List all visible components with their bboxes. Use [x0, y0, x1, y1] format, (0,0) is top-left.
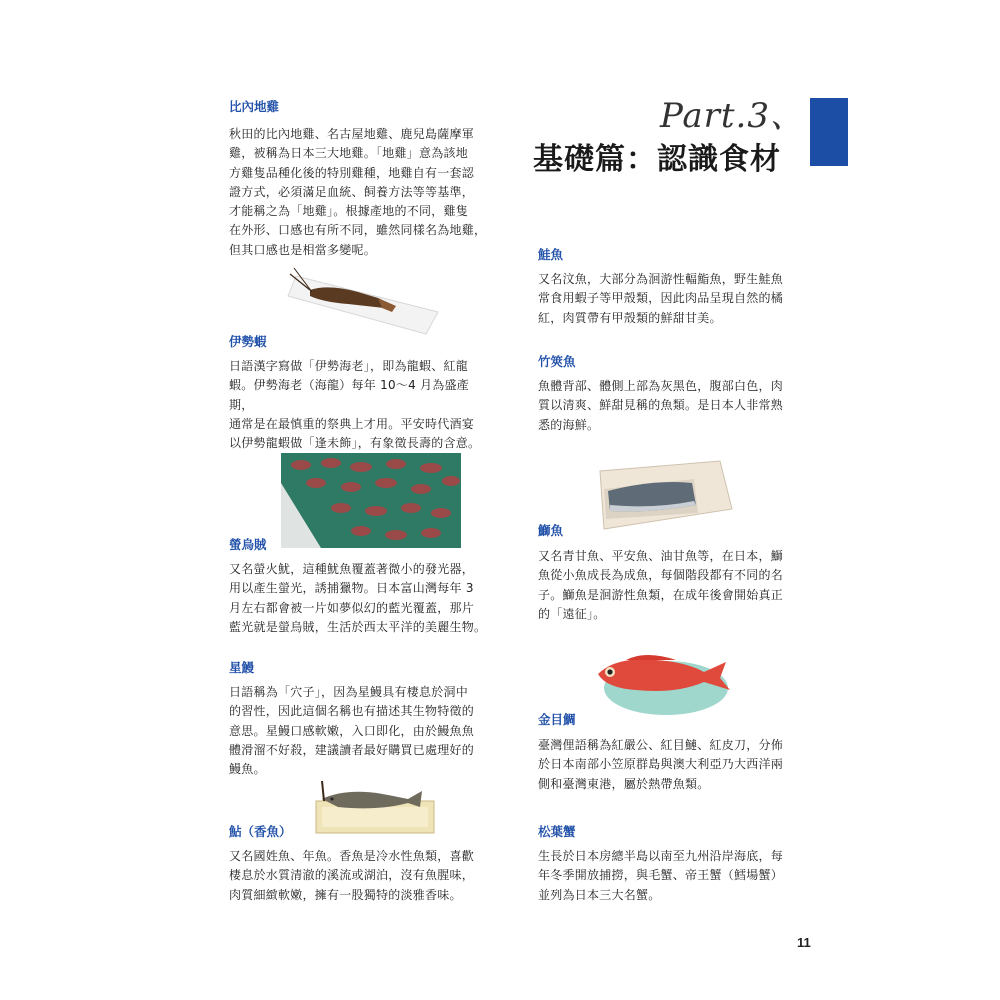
section-title-ayu: 鮎（香魚） [229, 824, 292, 839]
section-title-conger-eel: 星鰻 [229, 660, 255, 675]
alfonsino-photo [586, 644, 736, 716]
section-title-firefly-squid: 螢烏賊 [229, 537, 267, 552]
chapter-tab [810, 98, 848, 166]
section-text-hinai-chicken: 秋田的比內地雞、名古屋地雞、鹿兒島薩摩軍 雞，被稱為日本三大地雞。「地雞」意為該地 方雞隻品種化後的特別雞種，地雞自有一套認 證方式，必須滿足血統、飼養方法等等基準， 才能稱之為「地雞」。根據產地的不同，雞隻 在外形、口感也有所不同，雖然同樣名為地雞， 但其口感也是相當多變呢。 [229, 127, 487, 257]
section-text-snow-crab: 生長於日本房總半島以南至九州沿岸海底，每 年冬季開放捕撈，與毛蟹、帝王蟹（鱈場蟹） 並列為日本三大名蟹。 [538, 849, 784, 902]
section-title-hinai-chicken: 比內地雞 [229, 99, 280, 114]
section-title-alfonsino: 金目鯛 [538, 712, 576, 727]
firefly-squid-photo [281, 453, 461, 548]
part-label: Part.3、 [660, 96, 805, 136]
section-title-snow-crab: 松葉蟹 [538, 824, 576, 839]
section-title-ise-lobster: 伊勢蝦 [229, 334, 267, 349]
section-text-conger-eel: 日語稱為「穴子」，因為星鰻具有棲息於洞中 的習性，因此這個名稱也有描述其生物特徵的 意思。星鰻口感軟嫩，入口即化，由於鰻魚魚 體滑溜不好殺，建議讀者最好購買已處理好的 鰻魚。 [229, 685, 475, 777]
section-text-alfonsino: 臺灣俚語稱為紅嚴公、紅目鰱、紅皮刀，分佈 於日本南部小笠原群島與澳大利亞乃大西洋兩 側和臺灣東港，屬於熱帶魚類。 [538, 738, 784, 791]
yellowtail-photo [594, 461, 732, 529]
ayu-photo [308, 777, 438, 837]
section-title-yellowtail: 鰤魚 [538, 523, 564, 538]
section-text-ayu: 又名國姓魚、年魚。香魚是冷水性魚類，喜歡 棲息於水質清澈的溪流或湖泊，沒有魚腥味， 肉質細緻軟嫩，擁有一股獨特的淡雅香味。 [229, 849, 475, 902]
section-text-ise-lobster: 日語漢字寫做「伊勢海老」，即為龍蝦、紅龍 蝦。伊勢海老（海龍）每年 10～4 月為盛產期， 通常是在最慎重的祭典上才用。平安時代酒宴 以伊勢龍蝦做「逢未飾」，有象徵長壽的含意。 [229, 359, 481, 451]
section-title-horse-mackerel: 竹筴魚 [538, 354, 576, 369]
page-title: 基礎篇：認識食材 [533, 142, 781, 177]
page-number: 11 [797, 935, 811, 950]
section-title-salmon: 鮭魚 [538, 247, 564, 262]
section-text-salmon: 又名汶魚，大部分為洄游性輻鮨魚，野生鮭魚 常食用蝦子等甲殼類，因此肉品呈現自然的橘 紅，肉質帶有甲殼類的鮮甜甘美。 [538, 272, 784, 325]
section-text-yellowtail: 又名青甘魚、平安魚、油甘魚等，在日本，鰤 魚從小魚成長為成魚，每個階段都有不同的名 子。鰤魚是洄游性魚類，在成年後會開始真正 的「遠征」。 [538, 549, 784, 621]
section-text-horse-mackerel: 魚體背部、體側上部為灰黑色，腹部白色，肉 質以清爽、鮮甜見稱的魚類。是日本人非常熟 悉的海鮮。 [538, 379, 784, 432]
ise-lobster-photo [288, 268, 438, 336]
section-text-firefly-squid: 又名螢火魷，這種魷魚覆蓋著微小的發光器， 用以產生螢光，誘捕獵物。日本富山灣每年 3 月左右都會被一片如夢似幻的藍光覆蓋，那片 藍光就是螢烏賊，生活於西太平洋的美麗生物。 [229, 562, 487, 634]
